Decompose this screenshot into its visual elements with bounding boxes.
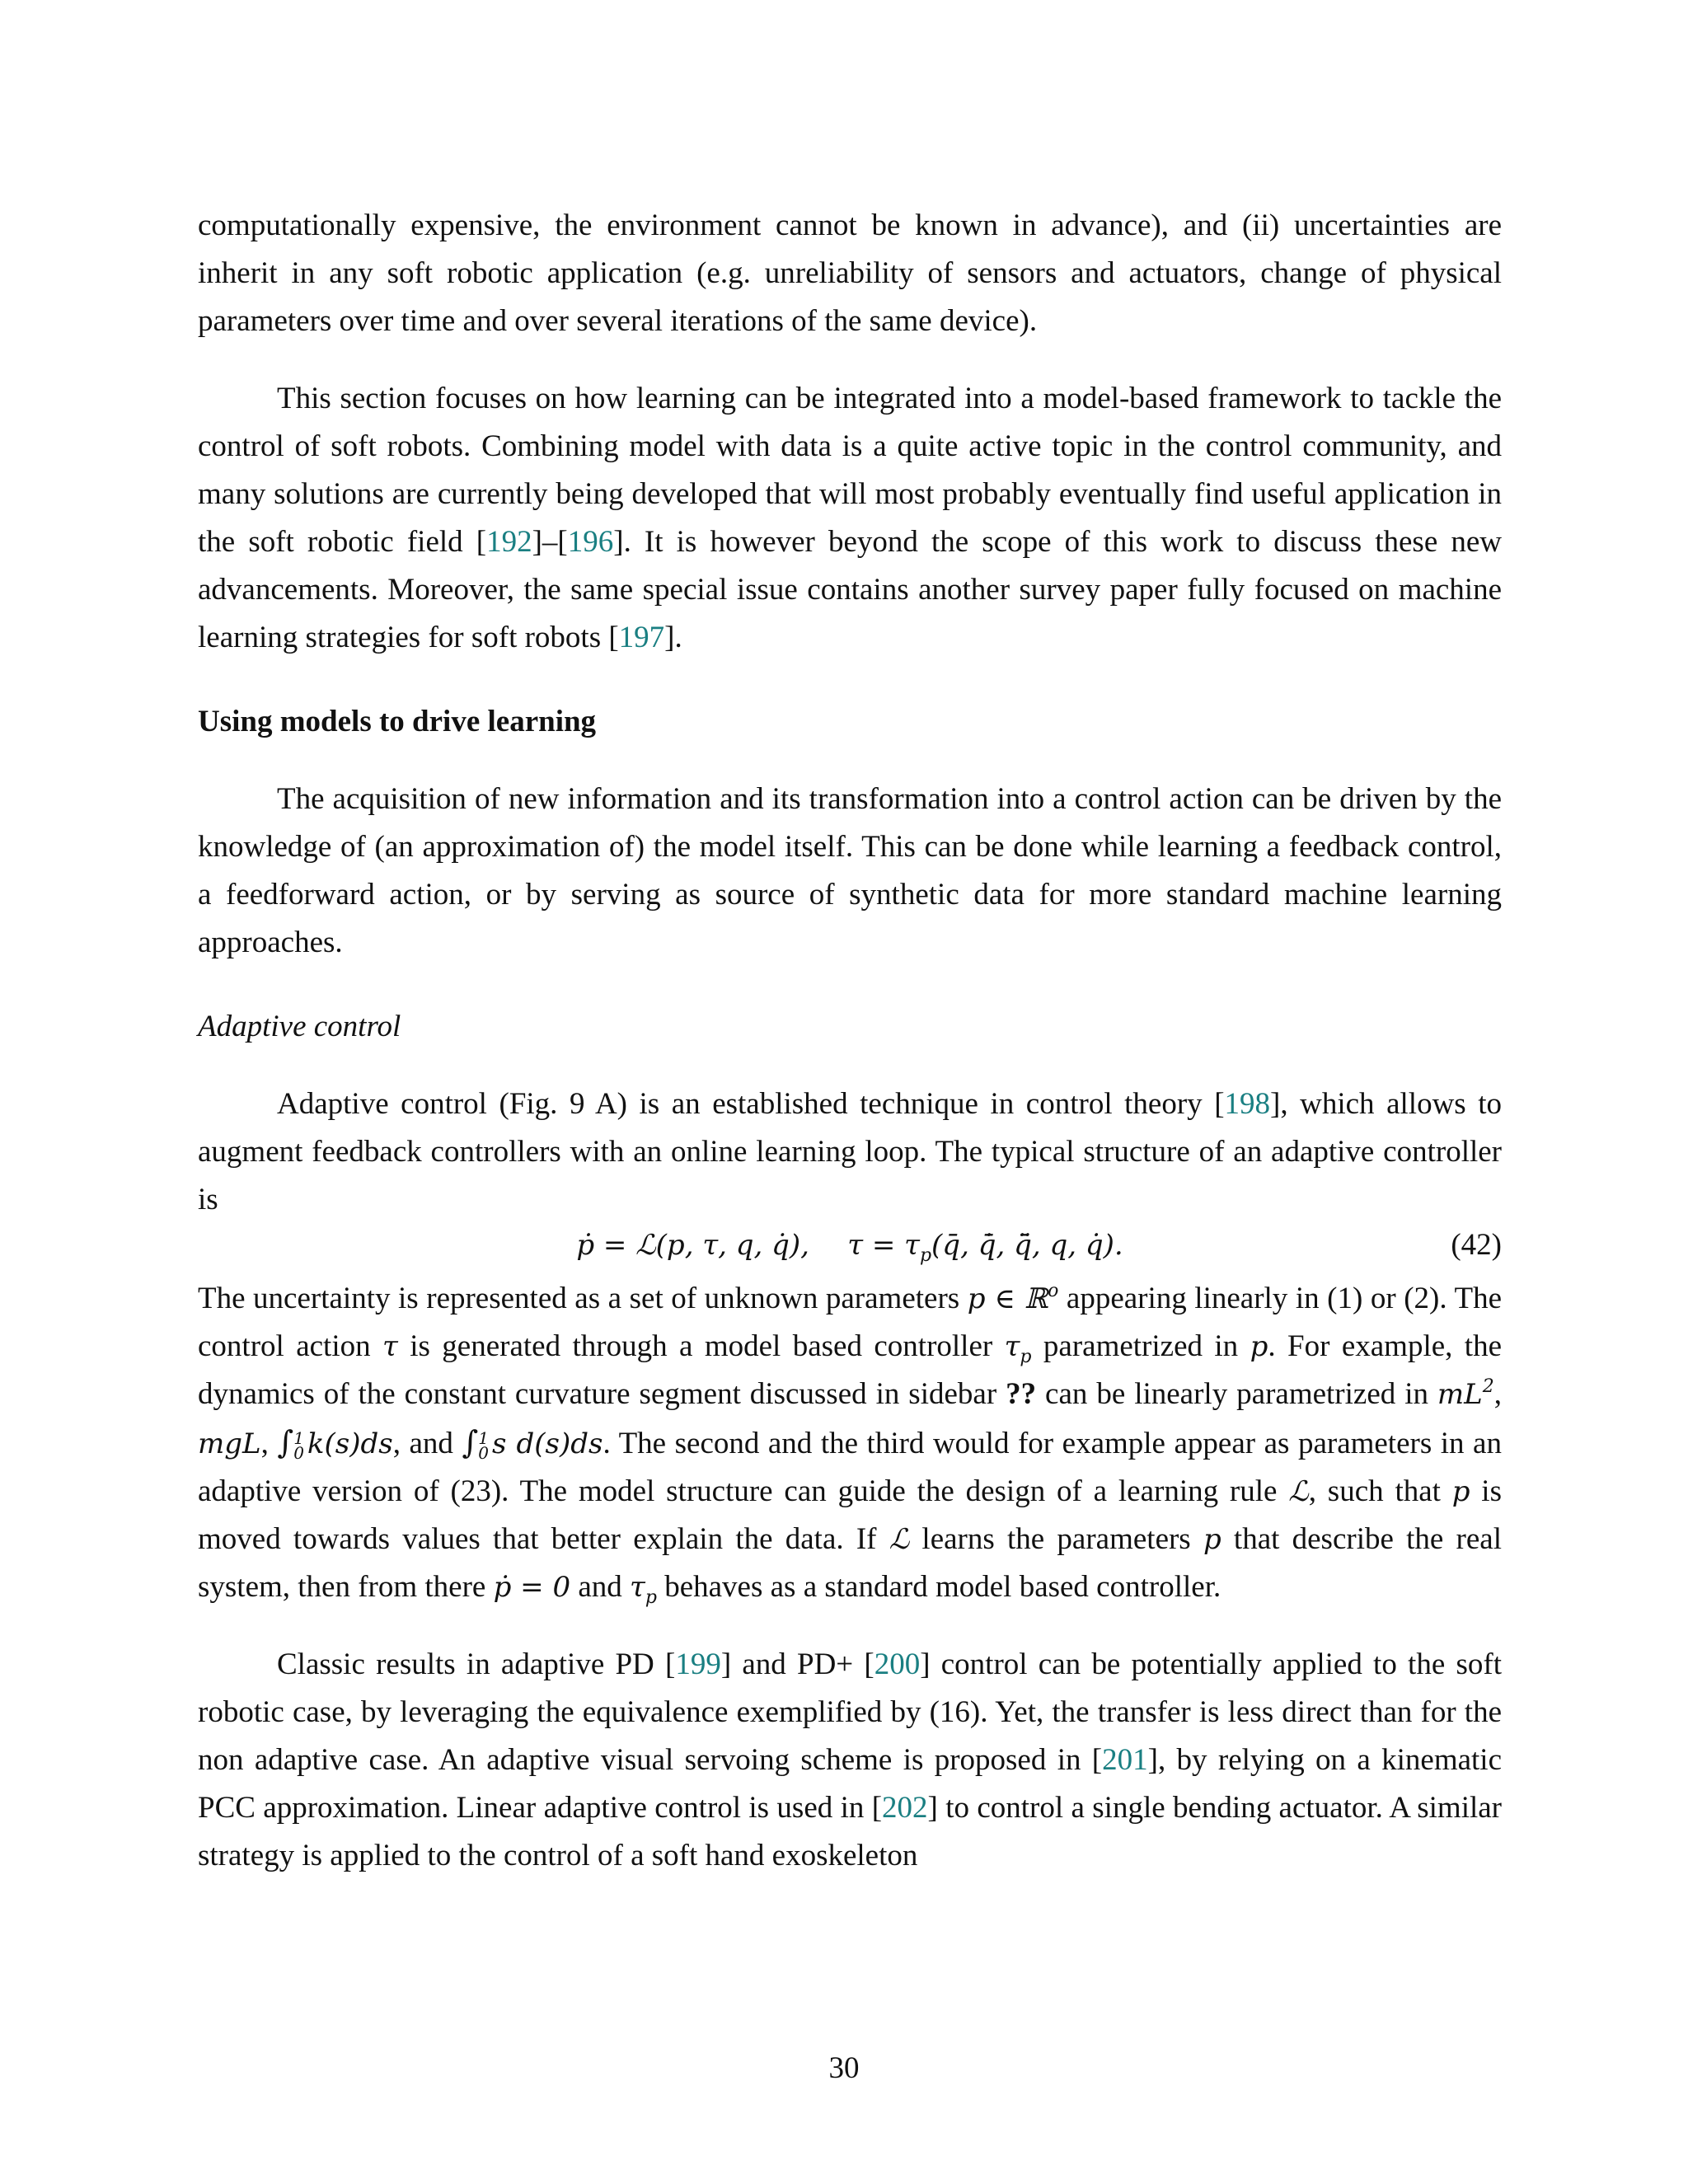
page-body bbox=[198, 202, 1502, 1880]
paragraph-3: The acquisition of new information and its transformation into a control action can be driven by the knowledge of (an approximation of) the model itself. This can be done while learning a feedback control, a feedforward action, or by serving as source of synthetic data for more standard machine learning approaches. bbox=[198, 782, 1502, 959]
paragraph-1: computationally expensive, the environment cannot be known in advance), and (ii) uncertainties are inherit in any soft robotic application (e.g. unreliability of sensors and actuators, change of physical parameters over time and over several iterations of the same device). bbox=[198, 209, 1502, 338]
paragraph-5: The uncertainty is represented as a set of unknown parameters p ∈ ℝ$^o$ appearing linearly in (1) or (2). The control action τ is generated through a model based controller $\tau_p$ parametrized in p. For example, the dynamics of the constant curvature segment discussed in sidebar ?? can be linearly parametrized in $mL^2$, mgL, ∫ 1 0 k(s)ds, and ∫ 1 0 s d(s)ds. The second and the third would for example appear as parameters in an adaptive version of (23). The model structure can guide the design of a learning rule ℒ, such that p is moved towards values that better explain the data. If ℒ learns the parameters p that describe the real system, then from there ṗ = 0 and $\tau_p$ behaves as a standard model based controller. bbox=[198, 1281, 1502, 1608]
citation-link[interactable]: 198 bbox=[1224, 1087, 1271, 1121]
equation-number: (42) bbox=[1451, 1228, 1502, 1262]
section-heading: Using models to drive learning bbox=[198, 705, 597, 738]
citation-link[interactable]: 202 bbox=[882, 1791, 928, 1825]
page-number: 30 bbox=[828, 2051, 860, 2085]
paragraph-6: Classic results in adaptive PD [199] and PD+ [200] control can be potentially applied to the soft robotic case, by leveraging the equivalence exemplified by (16). Yet, the transfer is less direct than for the non adaptive case. An adaptive visual servoing scheme is proposed in [201], by relying on a kinematic PCC approximation. Linear adaptive control is used in [202] to control a single bending actuator. A similar strategy is applied to the control of a soft hand exoskeleton bbox=[198, 1647, 1503, 1872]
citation-link[interactable]: 192 bbox=[486, 525, 532, 559]
citation-link[interactable]: 200 bbox=[874, 1647, 921, 1681]
equation-body: ṗ = ℒ(p, τ, q, q̇), $\tau = \tau_p(q̄$, q̄̇, q̄̈, q, q̇). bbox=[576, 1229, 1123, 1266]
equation-42 bbox=[198, 1224, 1502, 1275]
citation-link[interactable]: 199 bbox=[675, 1647, 721, 1681]
citation-link[interactable]: 197 bbox=[618, 621, 665, 654]
paragraph-2: This section focuses on how learning can be integrated into a model-based framework to tackle the control of soft robots. Combining model with data is a quite active topic in the control community, and many solutions are currently being developed that will most probably eventually find useful application in the soft robotic field [192]–[196]. It is however beyond the scope of this work to discuss these new advancements. Moreover, the same special issue contains another survey paper fully focused on machine learning strategies for soft robots [197]. bbox=[198, 382, 1502, 654]
unresolved-reference: ?? bbox=[1006, 1377, 1037, 1411]
citation-link[interactable]: 201 bbox=[1102, 1743, 1148, 1777]
paragraph-4: Adaptive control (Fig. 9 A) is an established technique in control theory [198], which allows to augment feedback controllers with an online learning loop. The typical structure of an adaptive controller is bbox=[198, 1087, 1503, 1216]
subsection-heading: Adaptive control bbox=[198, 1010, 401, 1043]
citation-link[interactable]: 196 bbox=[567, 525, 614, 559]
